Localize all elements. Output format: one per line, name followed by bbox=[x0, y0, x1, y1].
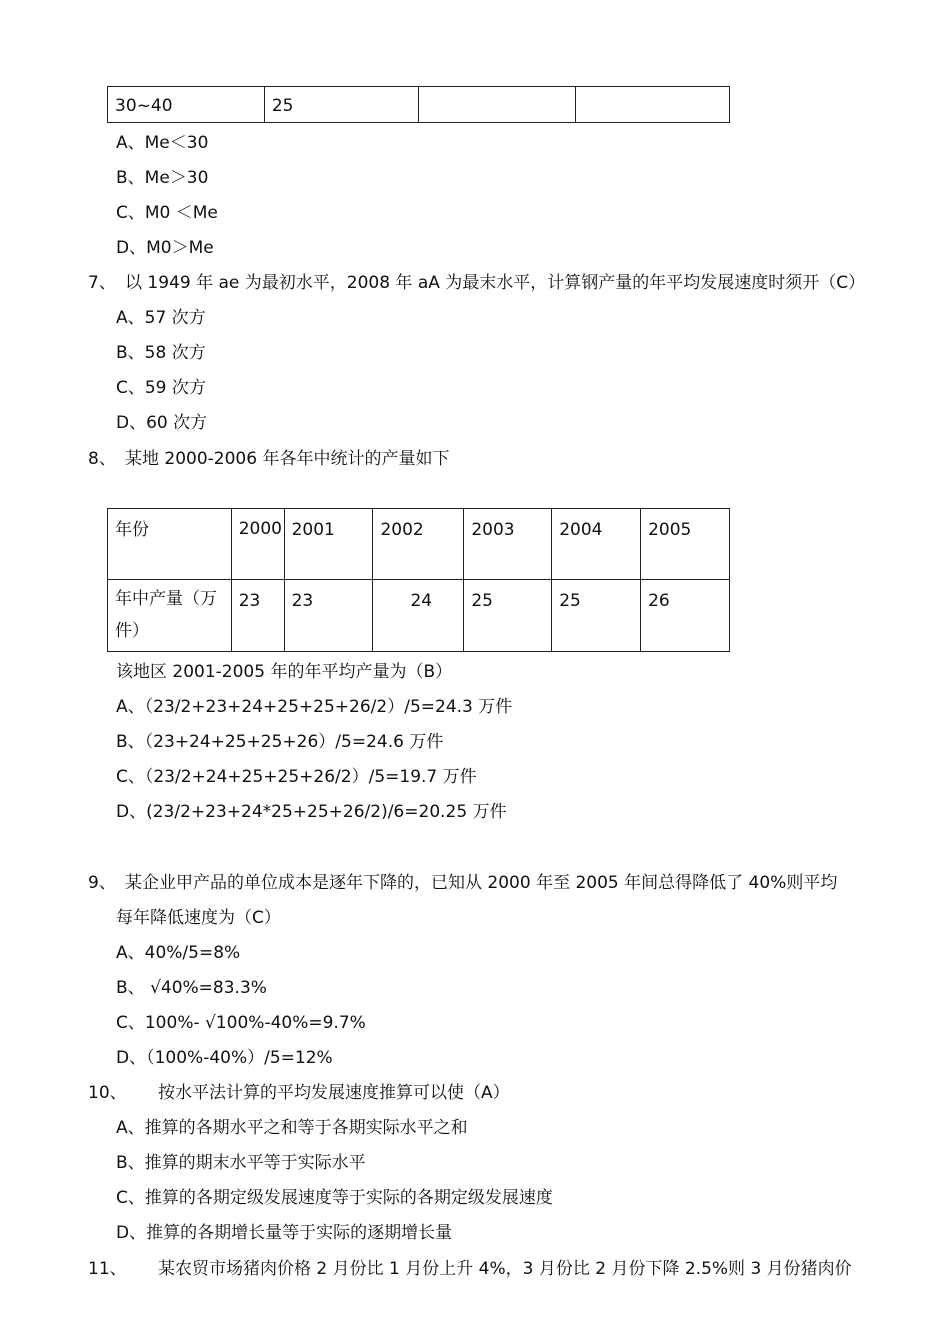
option-d: D、M0＞Me bbox=[116, 238, 214, 258]
table-cell: 25 bbox=[552, 580, 641, 652]
option-b: B、58 次方 bbox=[116, 343, 206, 363]
option-d: D、推算的各期增长量等于实际的逐期增长量 bbox=[116, 1223, 453, 1243]
table-row bbox=[108, 580, 730, 652]
table-cell: 30~40 bbox=[108, 87, 265, 123]
option-c: C、59 次方 bbox=[116, 378, 206, 398]
question-number: 9、 bbox=[88, 873, 116, 893]
option-b: B、 √40%=83.3% bbox=[116, 978, 267, 998]
option-b: B、（23+24+25+25+26）/5=24.6 万件 bbox=[116, 732, 444, 752]
table-header-cell: 年份 bbox=[108, 509, 232, 580]
option-c: C、M0 ＜Me bbox=[116, 203, 218, 223]
option-d: D、（100%-40%）/5=12% bbox=[116, 1048, 333, 1068]
option-a: A、推算的各期水平之和等于各期实际水平之和 bbox=[116, 1118, 468, 1138]
option-a: A、（23/2+23+24+25+25+26/2）/5=24.3 万件 bbox=[116, 697, 513, 717]
table-cell: 24 bbox=[373, 580, 464, 652]
question-text: 某地 2000-2006 年各年中统计的产量如下 bbox=[125, 449, 450, 469]
table-header-cell: 2000 bbox=[231, 509, 284, 580]
question-number: 7、 bbox=[88, 273, 116, 293]
table-cell bbox=[418, 87, 576, 123]
option-a: A、57 次方 bbox=[116, 308, 206, 328]
question-text: 以 1949 年 ae 为最初水平，2008 年 aA 为最末水平，计算钢产量的年平均发展速度时须开（C） bbox=[125, 273, 866, 293]
production-table bbox=[107, 508, 730, 652]
question-text: 某农贸市场猪肉价格 2 月份比 1 月份上升 4%，3 月份比 2 月份下降 2.5%则 3 月份猪肉价 bbox=[158, 1259, 852, 1279]
question-number: 8、 bbox=[88, 449, 116, 469]
option-a: A、Me＜30 bbox=[116, 133, 209, 153]
option-d: D、(23/2+23+24*25+25+26/2)/6=20.25 万件 bbox=[116, 802, 507, 822]
table-header-cell: 2001 bbox=[284, 509, 373, 580]
option-c: C、推算的各期定级发展速度等于实际的各期定级发展速度 bbox=[116, 1188, 553, 1208]
option-c: C、100%- √100%-40%=9.7% bbox=[116, 1013, 366, 1033]
table-cell: 23 bbox=[284, 580, 373, 652]
table-cell: 年中产量（万件） bbox=[108, 580, 232, 652]
option-a: A、40%/5=8% bbox=[116, 943, 241, 963]
question-text: 某企业甲产品的单位成本是逐年下降的，已知从 2000 年至 2005 年间总得降低了 40%则平均 bbox=[125, 873, 838, 893]
table-cell: 25 bbox=[264, 87, 418, 123]
table-cell bbox=[576, 87, 730, 123]
question-number: 10、 bbox=[88, 1083, 127, 1103]
option-b: B、Me＞30 bbox=[116, 168, 209, 188]
table-header-cell: 2003 bbox=[464, 509, 552, 580]
table-cell: 26 bbox=[641, 580, 730, 652]
table-header-cell: 2005 bbox=[641, 509, 730, 580]
table-row bbox=[108, 87, 730, 123]
question-text-continued: 每年降低速度为（C） bbox=[116, 908, 281, 928]
top-table bbox=[107, 86, 730, 123]
option-c: C、（23/2+24+25+25+26/2）/5=19.7 万件 bbox=[116, 767, 477, 787]
question-text: 按水平法计算的平均发展速度推算可以使（A） bbox=[158, 1083, 510, 1103]
table-cell: 25 bbox=[464, 580, 552, 652]
table-header-cell: 2004 bbox=[552, 509, 641, 580]
question-subtext: 该地区 2001-2005 年的年平均产量为（B） bbox=[116, 662, 453, 682]
table-row bbox=[108, 509, 730, 580]
option-b: B、推算的期末水平等于实际水平 bbox=[116, 1153, 366, 1173]
table-header-cell: 2002 bbox=[373, 509, 464, 580]
option-d: D、60 次方 bbox=[116, 413, 208, 433]
question-number: 11、 bbox=[88, 1259, 127, 1279]
table-cell: 23 bbox=[231, 580, 284, 652]
